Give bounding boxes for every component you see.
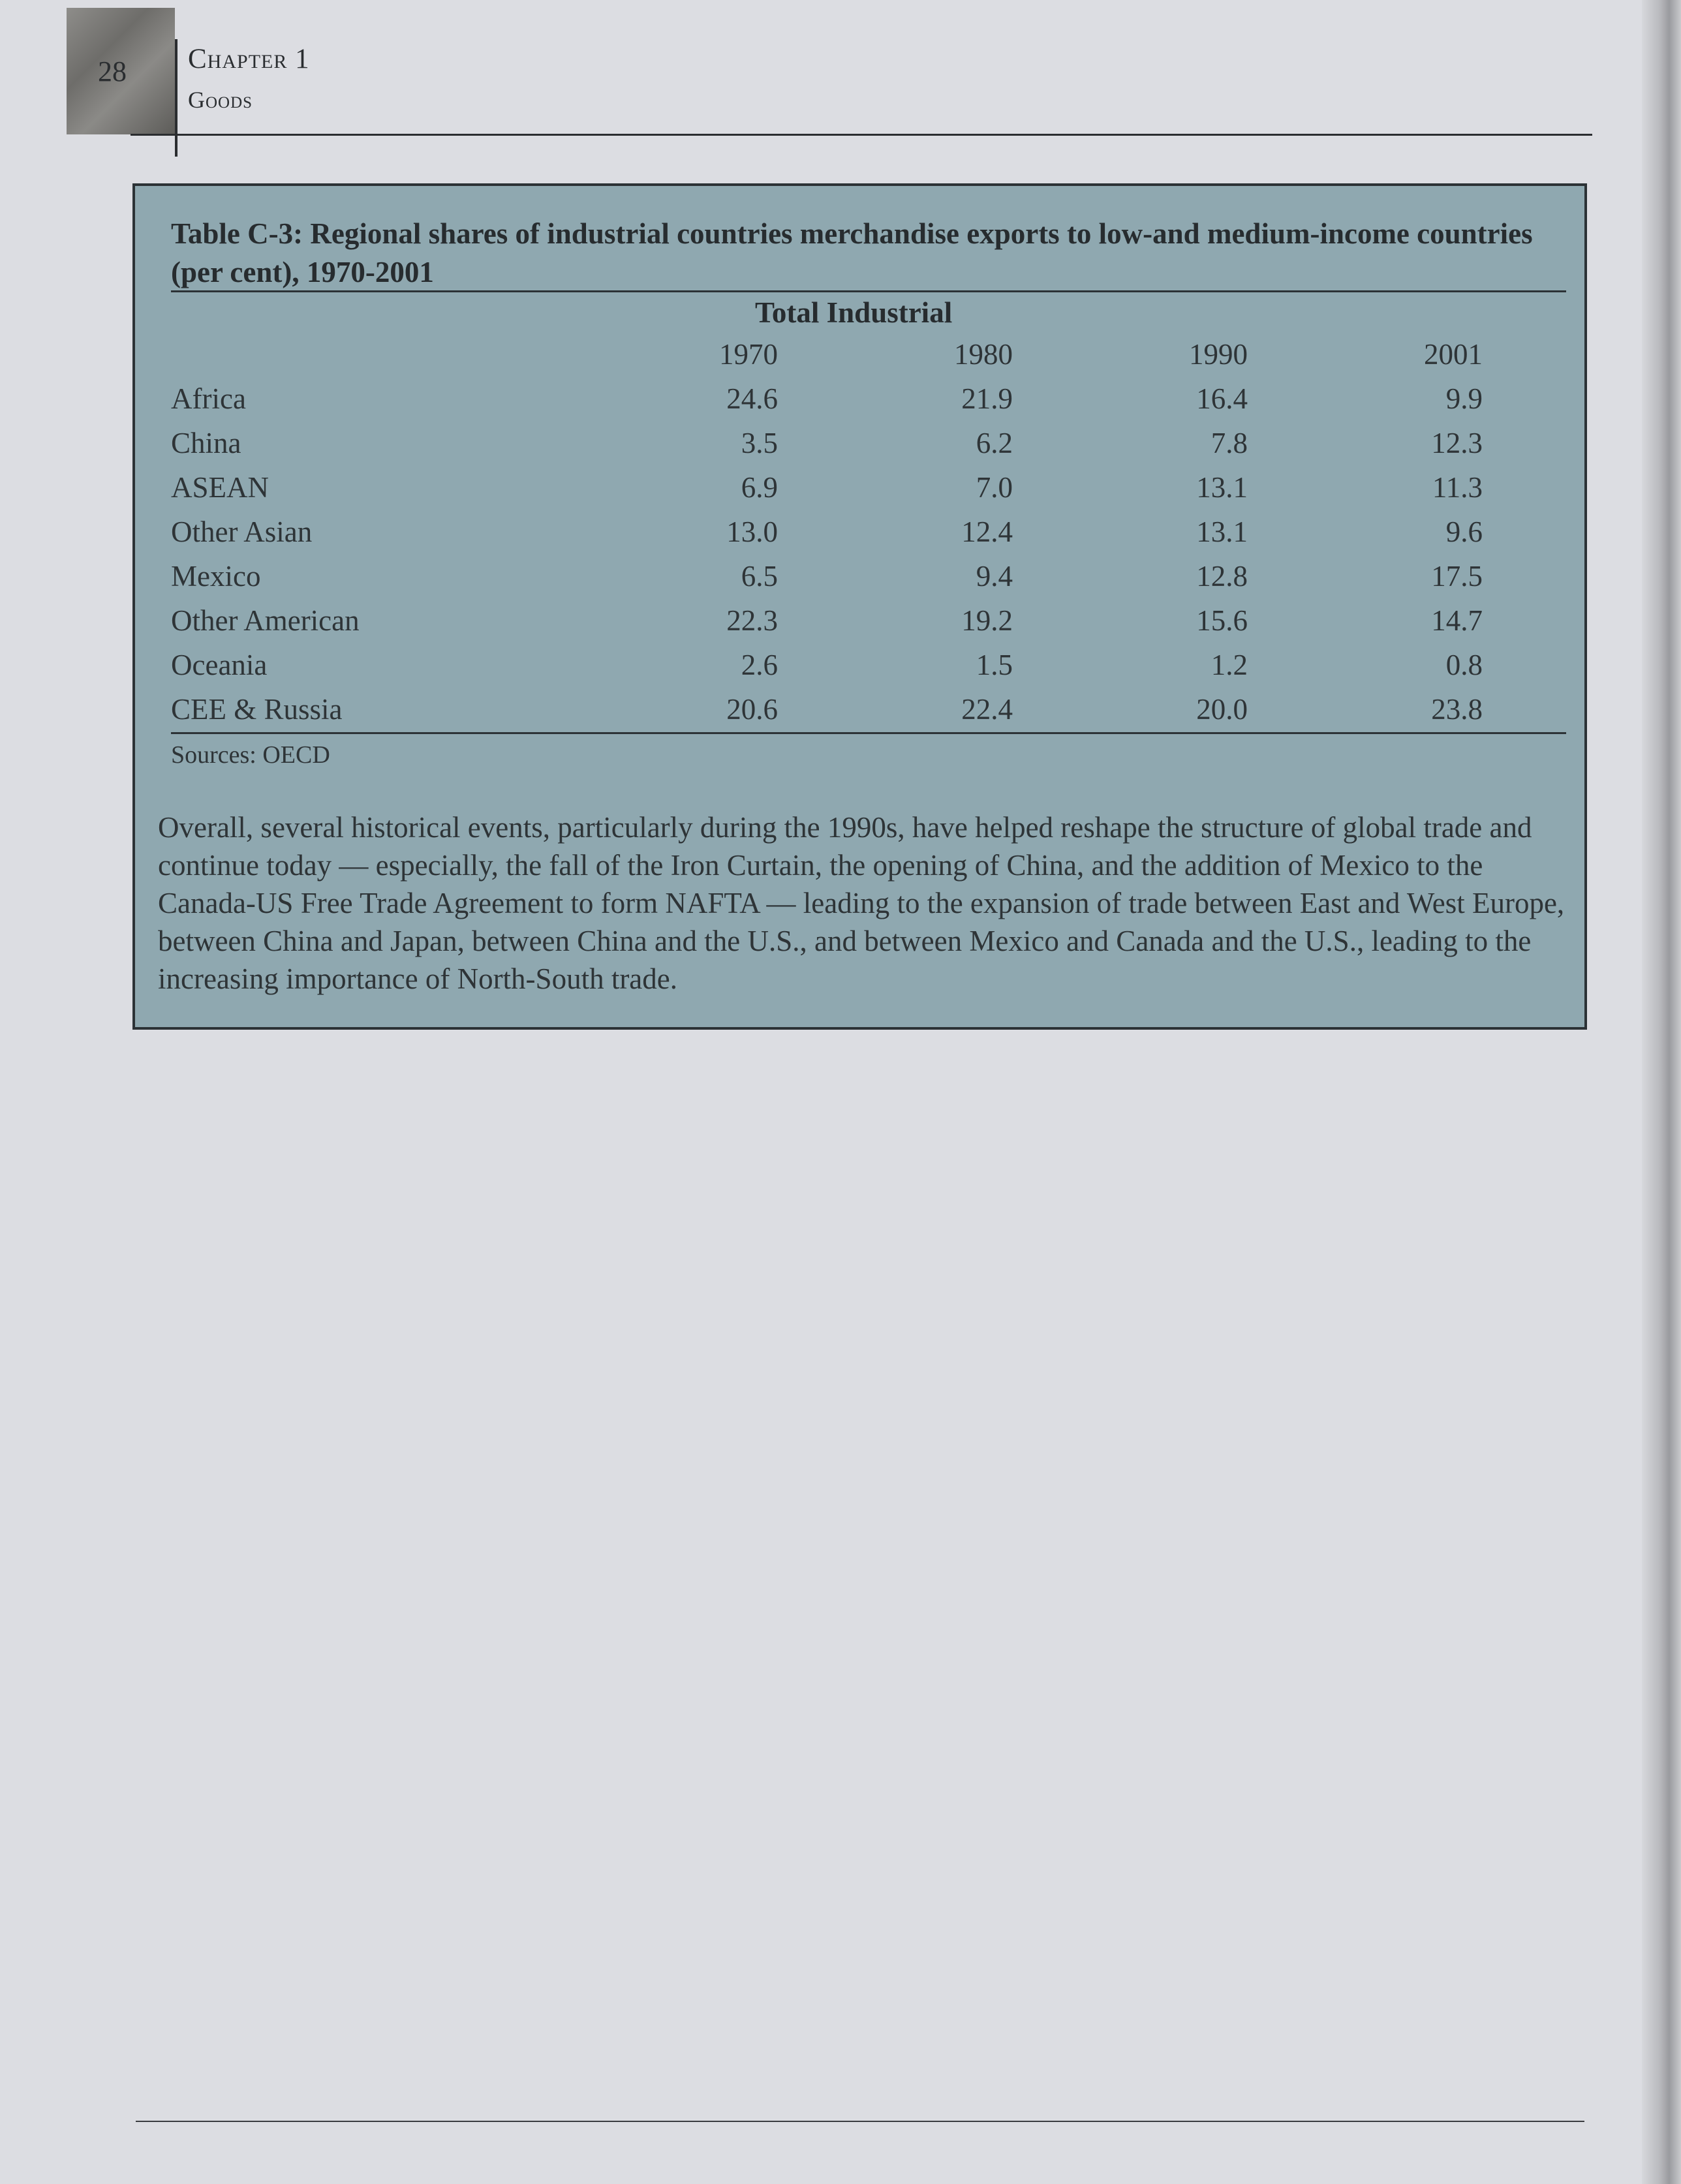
table-cell: 11.3 [1432, 471, 1483, 504]
table-cell: 7.8 [1211, 427, 1248, 459]
group-header: Total Industrial [755, 296, 953, 329]
table-cell: 20.6 [726, 693, 778, 726]
page-gutter [1642, 0, 1681, 2184]
table-cell: 6.5 [741, 560, 778, 592]
column-header: 1990 [1189, 338, 1248, 371]
table-cell: 20.0 [1196, 693, 1248, 726]
table-cell: 17.5 [1431, 560, 1483, 592]
row-label: ASEAN [171, 471, 270, 504]
table-cell: 1.2 [1211, 649, 1248, 681]
title-rule [171, 290, 1566, 292]
table-cell: 14.7 [1431, 604, 1483, 637]
row-label: Africa [171, 382, 246, 415]
table-cell: 12.8 [1196, 560, 1248, 592]
column-header: 2001 [1424, 338, 1483, 371]
table-cell: 24.6 [726, 382, 778, 415]
footer-rule [136, 2121, 1584, 2122]
table-cell: 19.2 [961, 604, 1013, 637]
table-cell: 2.6 [741, 649, 778, 681]
table-cell: 12.4 [961, 515, 1013, 548]
header-rule [131, 134, 1592, 136]
row-label: Other American [171, 604, 360, 637]
table-cell: 13.1 [1196, 515, 1248, 548]
table-cell: 9.6 [1445, 515, 1483, 548]
table-cell: 1.5 [976, 649, 1013, 681]
table-box [132, 183, 1587, 1030]
table-cell: 15.6 [1196, 604, 1248, 637]
column-header: 1970 [719, 338, 778, 371]
table-cell: 21.9 [961, 382, 1013, 415]
table-cell: 23.8 [1431, 693, 1483, 726]
chapter-section: Goods [188, 87, 253, 113]
row-label: Mexico [171, 560, 261, 592]
table-cell: 7.0 [976, 471, 1013, 504]
table-cell: 16.4 [1196, 382, 1248, 415]
table-cell: 13.0 [726, 515, 778, 548]
table-cell: 3.5 [741, 427, 778, 459]
table-cell: 6.9 [741, 471, 778, 504]
row-label: Oceania [171, 649, 268, 681]
table-cell: 22.4 [961, 693, 1013, 726]
table-cell: 0.8 [1445, 649, 1483, 681]
header-divider [175, 39, 177, 157]
chapter-title: Chapter 1 [188, 44, 310, 74]
row-label: Other Asian [171, 515, 313, 548]
table-cell: 13.1 [1196, 471, 1248, 504]
table-cell: 9.9 [1445, 382, 1483, 415]
table-cell: 22.3 [726, 604, 778, 637]
row-label: China [171, 427, 241, 459]
row-label: CEE & Russia [171, 693, 343, 726]
body-paragraph: Overall, several historical events, particularly during the 1990s, have helped reshape the structure of global trade and continue today — especially, the fall of the Iron Curtain, the opening of China, and the addition of Mexico to the Canada-US Free Trade Agreement to form NAFTA — leading to the expansion of trade between East and West Europe, between China and Japan, between China and the U.S., and between Mexico and Canada and the U.S., leading to the increasing importance of North-South trade. [158, 811, 1565, 995]
table-cell: 6.2 [976, 427, 1013, 459]
column-header: 1980 [954, 338, 1013, 371]
table-cell: 9.4 [976, 560, 1013, 592]
table-sources: Sources: OECD [171, 741, 330, 769]
table-cell: 12.3 [1431, 427, 1483, 459]
table-bottom-rule [171, 732, 1566, 734]
table-title: Table C-3: Regional shares of industrial countries merchandise exports to low-and medium-income countries (per cent), 1970-2001 [171, 217, 1533, 288]
page-number: 28 [98, 55, 127, 87]
